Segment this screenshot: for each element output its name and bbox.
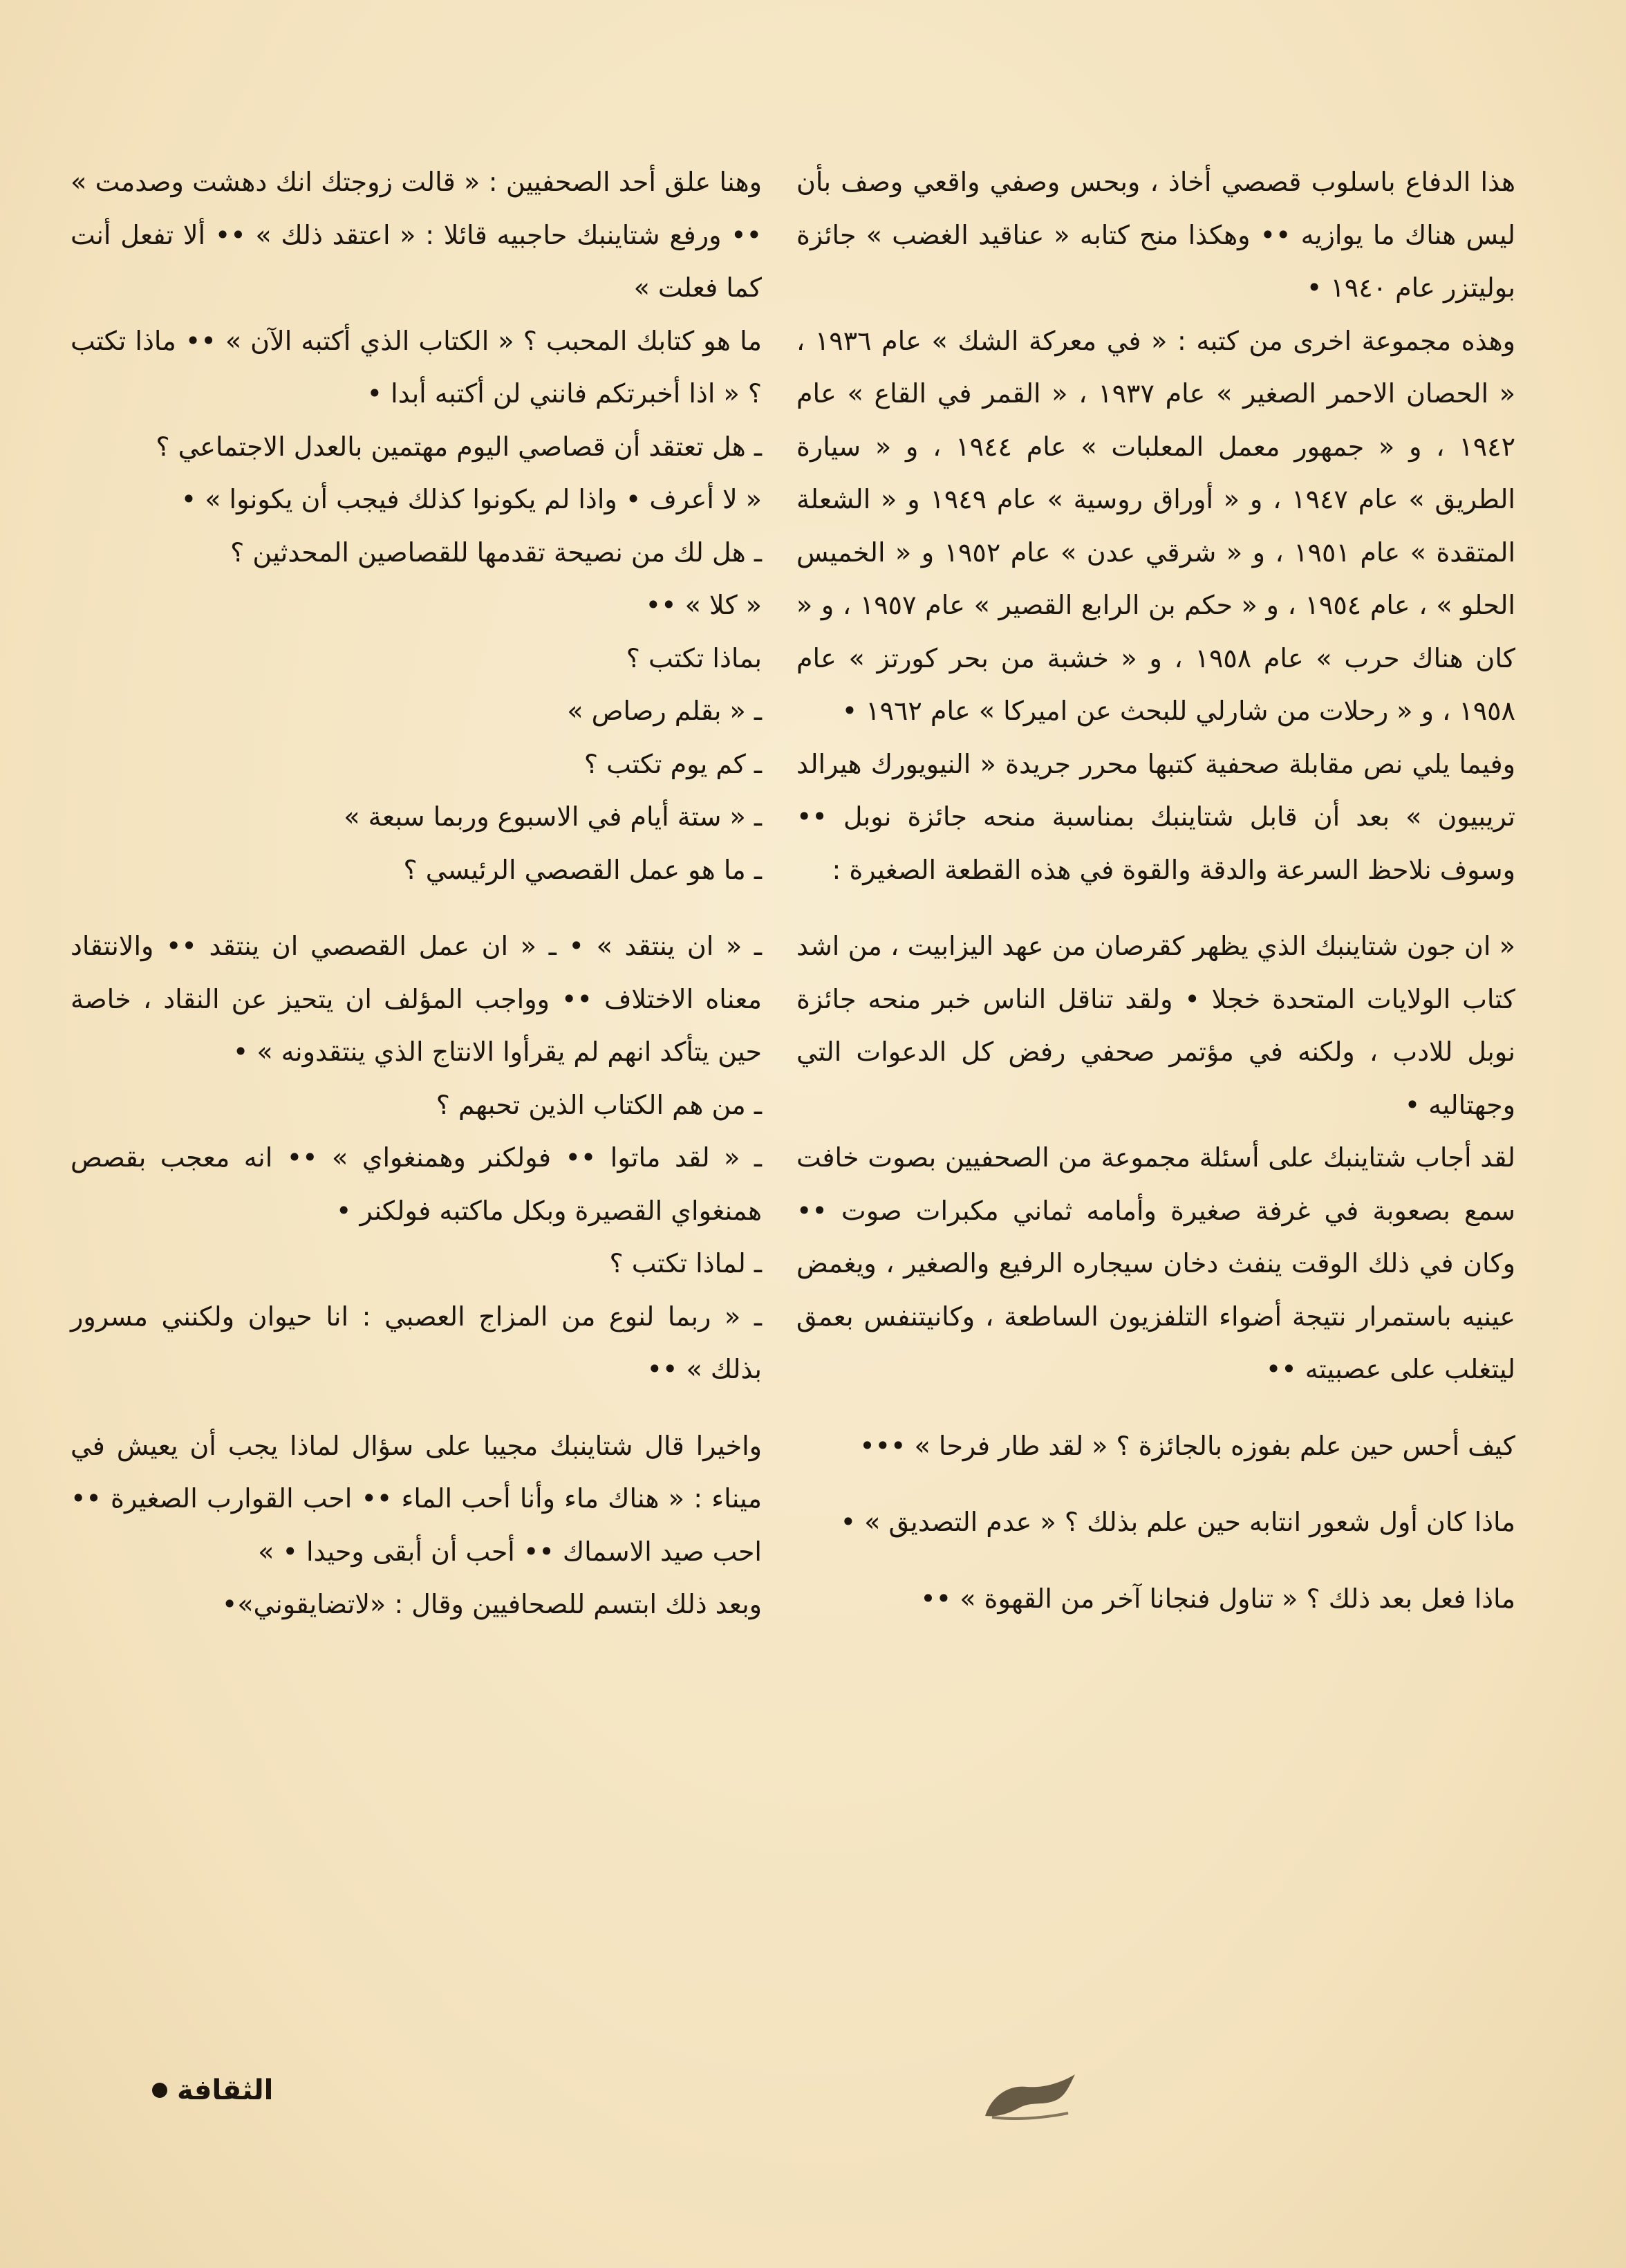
right-column-paragraph: ماذا فعل بعد ذلك ؟ « تناول فنجانا آخر من القهوة » •• — [920, 1583, 1515, 1614]
left-column-paragraph: ـ « ان ينتقد » • ـ « ان عمل القصصي ان ينتقد •• والانتقاد معناه الاختلاف •• وواجب المؤلف ان يتحيز عن النقاد ، خاصة حين يتأكد انهم لم يقرأوا الانتاج الذي ينتقدونه » • — [71, 931, 762, 1067]
right-column-paragraph: كيف أحس حين علم بفوزه بالجائزة ؟ « لقد طار فرحا » ••• — [859, 1430, 1515, 1461]
left-column-paragraph: واخيرا قال شتاينبك مجيبا على سؤال لماذا يجب أن يعيش في ميناء : « هناك ماء وأنا أحب الماء •• احب القوارب الصغيرة •• احب صيد الاسماك •• أحب أن أبقى وحيدا • » — [71, 1430, 762, 1567]
right-column-paragraph: وهذه مجموعة اخرى من كتبه : « في معركة الشك » عام ١٩٣٦ ، « الحصان الاحمر الصغير » عام ١٩٣٧ ، « القمر في القاع » عام ١٩٤٢ ، و « جمهور معمل المعلبات » عام ١٩٤٤ ، و « سيارة الطريق » عام ١٩٤٧ ، و « أوراق روسية » عام ١٩٤٩ و « الشعلة المتقدة » عام ١٩٥١ ، و « شرقي عدن » عام ١٩٥٢ و « الخميس الحلو » ، عام ١٩٥٤ ، و « حكم بن الرابع القصير » عام ١٩٥٧ ، و « كان هناك حرب » عام ١٩٥٨ ، و « خشبة من بحر كورتز » عام ١٩٥٨ ، و « رحلات من شارلي للبحث عن اميركا » عام ١٩٦٢ • — [796, 325, 1516, 726]
right-column-paragraph: لقد أجاب شتاينبك على أسئلة مجموعة من الصحفيين بصوت خافت سمع بصعوبة في غرفة صغيرة وأمامه ثماني مكبرات صوت •• وكان في ذلك الوقت ينفث دخان سيجاره الرفيع والصغير ، ويغمض عينيه باستمرار نتيجة أضواء التلفزيون الساطعة ، وكانيتنفس بعمق ليتغلب على عصبيته •• — [796, 1142, 1515, 1384]
right-column — [796, 156, 1515, 1625]
left-column-paragraph: ـ لماذا تكتب ؟ — [609, 1248, 762, 1279]
left-column-paragraph: ما هو كتابك المحبب ؟ « الكتاب الذي أكتبه الآن » •• ماذا تكتب ؟ « اذا أخبرتكم فانني لن أكتبه أبدا • — [71, 325, 762, 409]
left-column-paragraph: « كلا » •• — [645, 590, 762, 620]
left-column-paragraph: ـ من هم الكتاب الذين تحبهم ؟ — [436, 1089, 762, 1120]
left-column-paragraph: وهنا علق أحد الصحفيين : « قالت زوجتك انك دهشت وصدمت » •• ورفع شتاينبك حاجبيه قائلا : « اعتقد ذلك » •• ألا تفعل أنت كما فعلت » — [71, 167, 762, 303]
right-column-paragraph: « ان جون شتاينبك الذي يظهر كقرصان من عهد اليزابيت ، من اشد كتاب الولايات المتحدة خجلا • ولقد تناقل الناس خبر منحه جائزة نوبل للادب ، ولكنه في مؤتمر صحفي رفض كل الدعوات التي وجهتاليه • — [796, 931, 1515, 1120]
left-column-paragraph: ـ « بقلم رصاص » — [567, 696, 762, 726]
left-column-paragraph: ـ « ربما لنوع من المزاج العصبي : انا حيوان ولكنني مسرور بذلك » •• — [71, 1301, 762, 1384]
left-column-paragraph: ـ هل تعتقد أن قصاصي اليوم مهتمين بالعدل الاجتماعي ؟ — [156, 431, 762, 462]
left-column-paragraph: ـ هل لك من نصيحة تقدمها للقصاصين المحدثين ؟ — [230, 537, 762, 568]
right-column-paragraph: هذا الدفاع باسلوب قصصي أخاذ ، وبحس وصفي واقعي وصف بأن ليس هناك ما يوازيه •• وهكذا منح كتابه « عناقيد الغضب » جائزة بوليتزر عام ١٩٤٠ • — [796, 167, 1515, 303]
left-column-paragraph: « لا أعرف • واذا لم يكونوا كذلك فيجب أن يكونوا » • — [180, 484, 762, 514]
bullet-icon — [152, 2083, 167, 2098]
left-column-paragraph: وبعد ذلك ابتسم للصحافيين وقال : «لاتضايقوني»• — [221, 1589, 762, 1619]
right-column-paragraph: وفيما يلي نص مقابلة صحفية كتبها محرر جريدة « النيويورك هيرالد تريبيون » بعد أن قابل شتاينبك بمناسبة منحه جائزة نوبل •• وسوف نلاحظ السرعة والدقة والقوة في هذه القطعة الصغيرة : — [796, 748, 1515, 885]
left-column-paragraph: ـ كم يوم تكتب ؟ — [583, 748, 762, 779]
left-column-paragraph: ـ ما هو عمل القصصي الرئيسي ؟ — [403, 854, 762, 885]
left-column-paragraph: ـ « ستة أيام في الاسبوع وربما سبعة » — [344, 801, 762, 832]
left-column — [71, 156, 762, 1631]
left-column-paragraph: بماذا تكتب ؟ — [626, 642, 762, 673]
publisher-logo-icon — [978, 2067, 1082, 2123]
footer-brand-label: الثقافة — [177, 2074, 274, 2106]
right-column-paragraph: ماذا كان أول شعور انتابه حين علم بذلك ؟ « عدم التصديق » • — [840, 1507, 1515, 1537]
left-column-paragraph: ـ « لقد ماتوا •• فولكنر وهمنغواي » •• انه معجب بقصص همنغواي القصيرة وبكل ماكتبه فولكنر • — [71, 1142, 762, 1226]
footer-brand — [152, 2074, 273, 2106]
